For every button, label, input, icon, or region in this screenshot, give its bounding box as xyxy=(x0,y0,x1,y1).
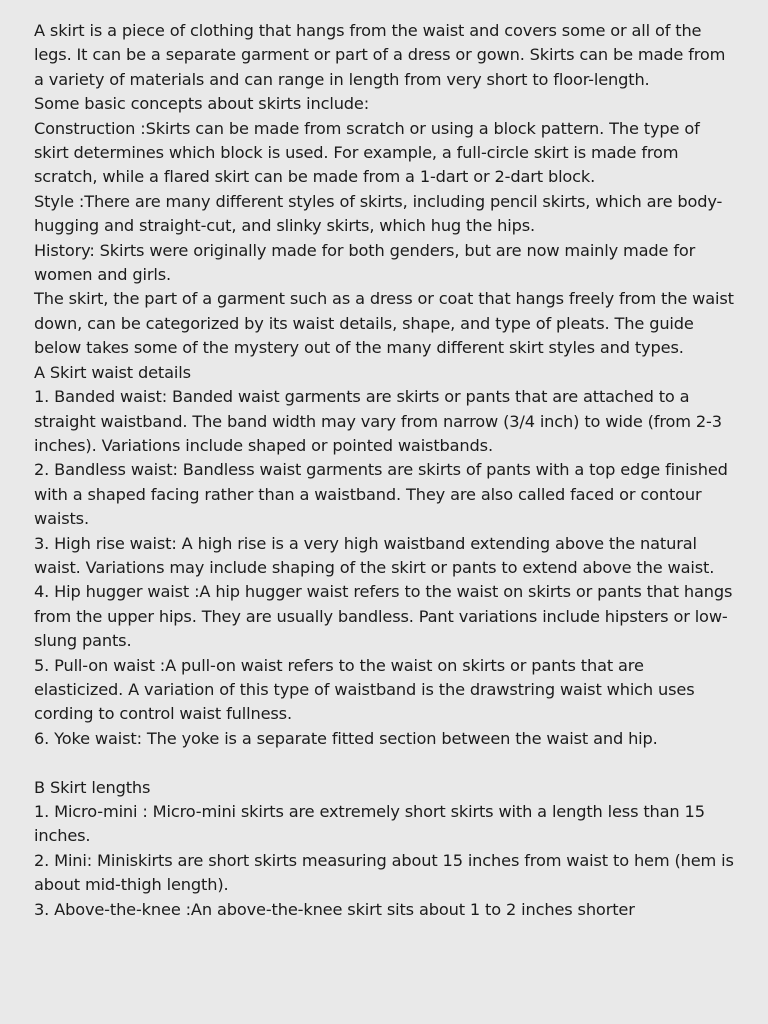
length-item-mini: 2. Mini: Miniskirts are short skirts measuring about 15 inches from waist to hem (hem is about mid-thigh length). xyxy=(34,850,734,895)
construction-paragraph: Construction :Skirts can be made from scratch or using a block pattern. The type of skirt determines which block is used. For example, a full-circle skirt is made from scratch, while a flared skirt can be made from a 1-dart or 2-dart block. xyxy=(34,118,700,187)
categorization-paragraph: The skirt, the part of a garment such as a dress or coat that hangs freely from the waist down, can be categorized by its waist details, shape, and type of pleats. The guide below takes some of the mystery out of the many different skirt styles and types. xyxy=(34,289,734,358)
waist-item-banded: 1. Banded waist: Banded waist garments are skirts or pants that are attached to a straight waistband. The band width may vary from narrow (3/4 inch) to wide (from 2-3 inches). Variations include shaped or pointed waistbands. xyxy=(34,387,722,455)
intro-paragraph: A skirt is a piece of clothing that hangs from the waist and covers some or all of the legs. It can be a separate garment or part of a dress or gown. Skirts can be made from a variety of materials and can range in length from very short to floor-length. xyxy=(34,21,726,89)
waist-item-bandless: 2. Bandless waist: Bandless waist garments are skirts of pants with a top edge finished with a shaped facing rather than a waistband. They are also called faced or contour waists. xyxy=(34,460,728,529)
length-item-above-knee: 3. Above-the-knee :An above-the-knee skirt sits about 1 to 2 inches shorter xyxy=(34,899,635,919)
waist-item-yoke: 6. Yoke waist: The yoke is a separate fitted section between the waist and hip. xyxy=(34,728,658,748)
concepts-intro: Some basic concepts about skirts include: xyxy=(34,94,370,114)
length-item-micro-mini: 1. Micro-mini : Micro-mini skirts are extremely short skirts with a length less than 15 inches. xyxy=(34,801,705,846)
section-a-heading: A Skirt waist details xyxy=(34,362,191,382)
document-page xyxy=(34,19,734,922)
waist-item-high-rise: 3. High rise waist: A high rise is a very high waistband extending above the natural waist. Variations may include shaping of the skirt or pants to extend above the waist. xyxy=(34,533,715,577)
style-paragraph: Style :There are many different styles of skirts, including pencil skirts, which are body-hugging and straight-cut, and slinky skirts, which hug the hips. xyxy=(34,191,723,236)
section-b-heading: B Skirt lengths xyxy=(34,777,151,797)
waist-item-hip-hugger: 4. Hip hugger waist :A hip hugger waist refers to the waist on skirts or pants that hangs from the upper hips. They are usually bandless. Pant variations include hipsters or low-slung pants. xyxy=(34,582,733,651)
waist-item-pull-on: 5. Pull-on waist :A pull-on waist refers to the waist on skirts or pants that are elasticized. A variation of this type of waistband is the drawstring waist which uses cording to control waist fullness. xyxy=(34,655,695,724)
section-spacer xyxy=(34,751,734,775)
history-paragraph: History: Skirts were originally made for both genders, but are now mainly made for women and girls. xyxy=(34,240,696,285)
